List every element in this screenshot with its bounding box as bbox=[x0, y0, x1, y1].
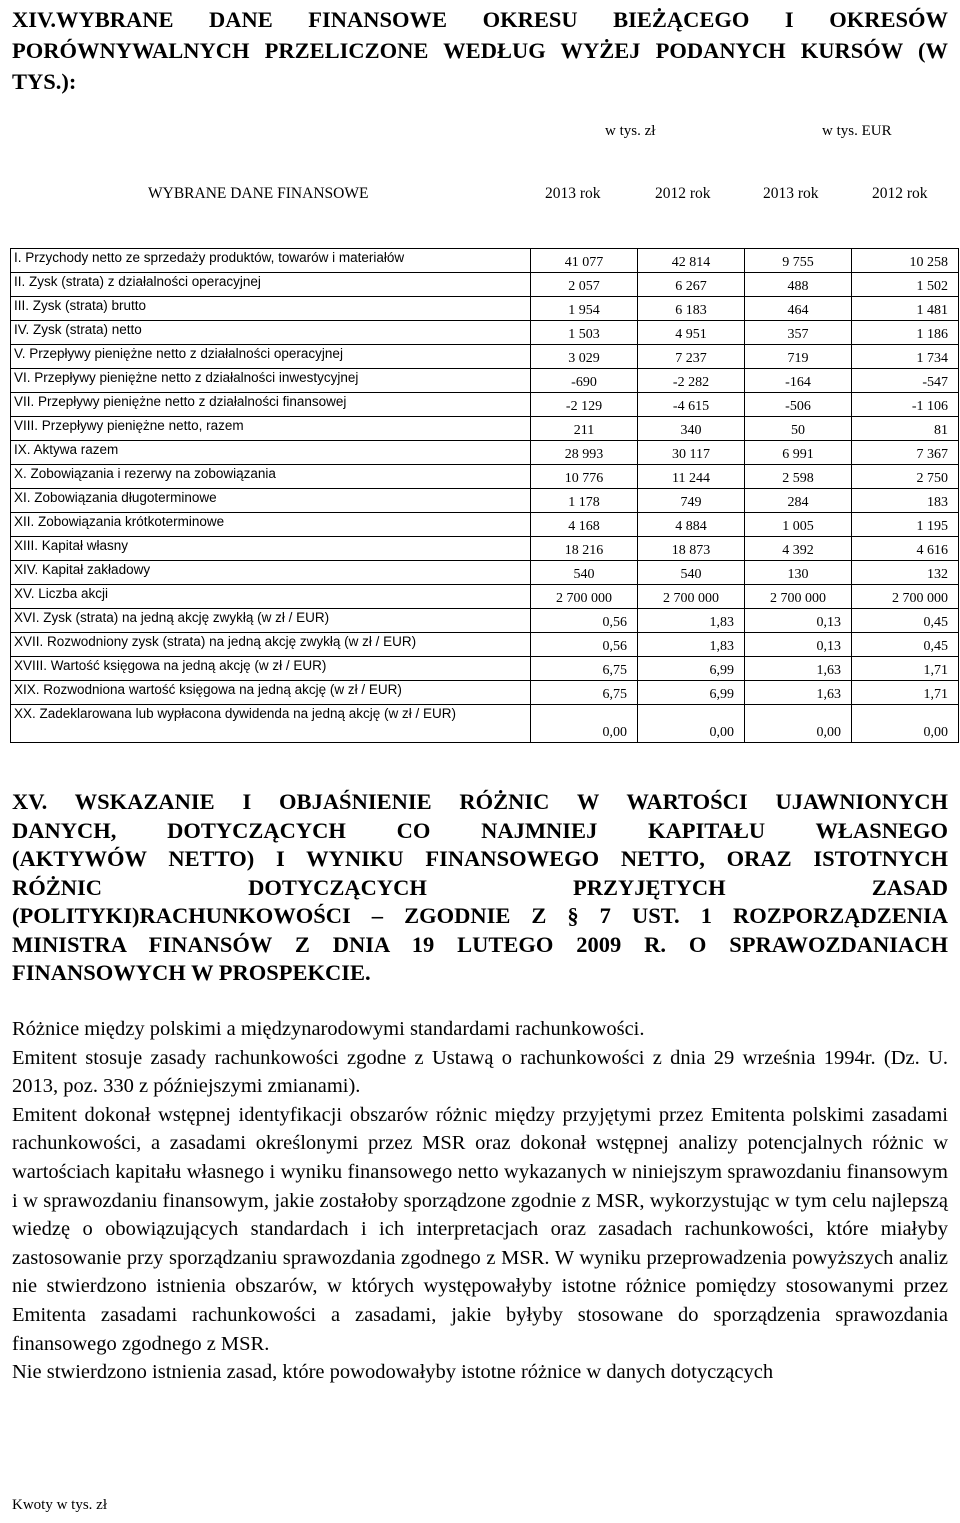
cell-value: 1 502 bbox=[852, 273, 959, 297]
cell-value: 4 392 bbox=[745, 537, 852, 561]
cell-value: 2 700 000 bbox=[852, 585, 959, 609]
cell-value: 2 598 bbox=[745, 465, 852, 489]
cell-value: 464 bbox=[745, 297, 852, 321]
table-row bbox=[11, 297, 959, 321]
cell-value: 1 195 bbox=[852, 513, 959, 537]
section-xv-heading bbox=[12, 788, 948, 988]
cell-value: 30 117 bbox=[638, 441, 745, 465]
cell-value: 3 029 bbox=[531, 345, 638, 369]
row-label: IX. Aktywa razem bbox=[11, 441, 531, 465]
footer-note: Kwoty w tys. zł bbox=[12, 1497, 107, 1513]
cell-value: 0,00 bbox=[745, 705, 852, 743]
cell-value: 7 367 bbox=[852, 441, 959, 465]
row-label: XIII. Kapitał własny bbox=[11, 537, 531, 561]
heading-line: MINISTRA FINANSÓW Z DNIA 19 LUTEGO 2009 R. O SPRAWOZDANIACH bbox=[12, 931, 948, 957]
heading-line: XV. WSKAZANIE I OBJAŚNIENIE RÓŻNIC W WARTOŚCI UJAWNIONYCH bbox=[12, 789, 948, 814]
table-row bbox=[11, 249, 959, 273]
row-label: III. Zysk (strata) brutto bbox=[11, 297, 531, 321]
cell-value: 0,56 bbox=[531, 609, 638, 633]
table-row bbox=[11, 369, 959, 393]
table-row bbox=[11, 393, 959, 417]
cell-value: 0,56 bbox=[531, 633, 638, 657]
cell-value: 1 005 bbox=[745, 513, 852, 537]
year-header: 2012 rok bbox=[655, 185, 711, 202]
row-label: XVII. Rozwodniony zysk (strata) na jedną akcję zwykłą (w zł / EUR) bbox=[11, 633, 531, 657]
table-row bbox=[11, 561, 959, 585]
paragraph: Nie stwierdzono istnienia zasad, które powodowałyby istotne różnice w danych dotyczących bbox=[12, 1361, 774, 1384]
cell-value: 18 873 bbox=[638, 537, 745, 561]
cell-value: 10 258 bbox=[852, 249, 959, 273]
cell-value: 749 bbox=[638, 489, 745, 513]
cell-value: 11 244 bbox=[638, 465, 745, 489]
cell-value: -164 bbox=[745, 369, 852, 393]
cell-value: 0,13 bbox=[745, 633, 852, 657]
cell-value: 211 bbox=[531, 417, 638, 441]
table-row bbox=[11, 321, 959, 345]
table-row bbox=[11, 585, 959, 609]
cell-value: -4 615 bbox=[638, 393, 745, 417]
row-label: XIX. Rozwodniona wartość księgowa na jedną akcję (w zł / EUR) bbox=[11, 681, 531, 705]
cell-value: -2 282 bbox=[638, 369, 745, 393]
table-row bbox=[11, 513, 959, 537]
unit-label-eur: w tys. EUR bbox=[822, 123, 892, 139]
heading-line: DANYCH, DOTYCZĄCYCH CO NAJMNIEJ KAPITAŁU WŁASNEGO bbox=[12, 817, 948, 843]
cell-value: 719 bbox=[745, 345, 852, 369]
cell-value: 1,71 bbox=[852, 681, 959, 705]
table-row bbox=[11, 609, 959, 633]
cell-value: 6 991 bbox=[745, 441, 852, 465]
row-label: XIV. Kapitał zakładowy bbox=[11, 561, 531, 585]
row-label: X. Zobowiązania i rezerwy na zobowiązania bbox=[11, 465, 531, 489]
cell-value: 1,83 bbox=[638, 609, 745, 633]
cell-value: 540 bbox=[638, 561, 745, 585]
cell-value: 7 237 bbox=[638, 345, 745, 369]
row-label: I. Przychody netto ze sprzedaży produktów, towarów i materiałów bbox=[11, 249, 531, 273]
heading-line: (POLITYKI)RACHUNKOWOŚCI – ZGODNIE Z § 7 UST. 1 ROZPORZĄDZENIA bbox=[12, 903, 948, 928]
cell-value: 1 954 bbox=[531, 297, 638, 321]
cell-value: 1,71 bbox=[852, 657, 959, 681]
cell-value: -690 bbox=[531, 369, 638, 393]
row-label: XVIII. Wartość księgowa na jedną akcję (w zł / EUR) bbox=[11, 657, 531, 681]
table-row bbox=[11, 441, 959, 465]
cell-value: 42 814 bbox=[638, 249, 745, 273]
cell-value: 81 bbox=[852, 417, 959, 441]
cell-value: 357 bbox=[745, 321, 852, 345]
cell-value: 6,75 bbox=[531, 657, 638, 681]
cell-value: -547 bbox=[852, 369, 959, 393]
cell-value: 6,75 bbox=[531, 681, 638, 705]
cell-value: 4 951 bbox=[638, 321, 745, 345]
cell-value: 6,99 bbox=[638, 681, 745, 705]
row-label: XI. Zobowiązania długoterminowe bbox=[11, 489, 531, 513]
row-label: XVI. Zysk (strata) na jedną akcję zwykłą (w zł / EUR) bbox=[11, 609, 531, 633]
cell-value: 6,99 bbox=[638, 657, 745, 681]
row-label: IV. Zysk (strata) netto bbox=[11, 321, 531, 345]
paragraph: Emitent stosuje zasady rachunkowości zgodne z Ustawą o rachunkowości z dnia 29 września 1994r. (Dz. U. 2013, poz. 330 z późniejszymi zmianami). bbox=[12, 1046, 948, 1098]
cell-value: 0,00 bbox=[852, 705, 959, 743]
paragraph: Emitent dokonał wstępnej identyfikacji obszarów różnic między przyjętymi przez Emitenta polskimi zasadami rachunkowości, a zasadami określonymi przez MSR oraz dokonał wstępnej analizy potencjalnych różnic w wartościach kapitału własnego i wyniku finansowego netto wykazanych w niniejszym sprawozdaniu finansowym i w sprawozdaniu finansowym, jakie zostałoby sporządzone zgodnie z MSR, wykorzystując w tym celu najlepszą wiedzę o obowiązujących standardach i ich interpretacjach oraz zasadach rachunkowości, które miałyby zastosowanie przy sporządzaniu sprawozdania zgodnego z MSR. W wyniku przeprowadzenia powyższych analiz nie stwierdzono istnienia obszarów, w których występowałyby istotne różnice pomiędzy stosowanymi przez Emitenta zasadami rachunkowości a zasadami, jakie byłyby stosowane do sporządzenia sprawozdania finansowego zgodnego z MSR. bbox=[12, 1103, 948, 1355]
cell-value: 1,63 bbox=[745, 657, 852, 681]
cell-value: 183 bbox=[852, 489, 959, 513]
financial-data-table bbox=[10, 248, 959, 743]
cell-value: 1 186 bbox=[852, 321, 959, 345]
cell-value: 2 750 bbox=[852, 465, 959, 489]
row-label: VII. Przepływy pieniężne netto z działalności finansowej bbox=[11, 393, 531, 417]
cell-value: 2 057 bbox=[531, 273, 638, 297]
cell-value: 340 bbox=[638, 417, 745, 441]
cell-value: 0,45 bbox=[852, 609, 959, 633]
row-label: VI. Przepływy pieniężne netto z działalności inwestycyjnej bbox=[11, 369, 531, 393]
year-header: 2013 rok bbox=[545, 185, 601, 202]
table-row bbox=[11, 537, 959, 561]
table-row bbox=[11, 705, 959, 743]
heading-line: (AKTYWÓW NETTO) I WYNIKU FINANSOWEGO NETTO, ORAZ ISTOTNYCH bbox=[12, 846, 948, 871]
section-xiv-heading: XIV.WYBRANE DANE FINANSOWE OKRESU BIEŻĄCEGO I OKRESÓW PORÓWNYWALNYCH PRZELICZONE WEDŁUG WYŻEJ PODANYCH KURSÓW (W TYS.): bbox=[12, 7, 948, 94]
row-label: XV. Liczba akcji bbox=[11, 585, 531, 609]
table-row bbox=[11, 633, 959, 657]
cell-value: 2 700 000 bbox=[638, 585, 745, 609]
cell-value: 132 bbox=[852, 561, 959, 585]
cell-value: 0,45 bbox=[852, 633, 959, 657]
table-row bbox=[11, 417, 959, 441]
cell-value: 6 183 bbox=[638, 297, 745, 321]
cell-value: 2 700 000 bbox=[531, 585, 638, 609]
table-row bbox=[11, 273, 959, 297]
heading-line: RÓŻNIC DOTYCZĄCYCH PRZYJĘTYCH ZASAD bbox=[12, 874, 948, 900]
heading-line: FINANSOWYCH W PROSPEKCIE. bbox=[12, 960, 371, 985]
table-row bbox=[11, 345, 959, 369]
year-header: 2013 rok bbox=[763, 185, 819, 202]
cell-value: 18 216 bbox=[531, 537, 638, 561]
paragraph: Różnice między polskimi a międzynarodowymi standardami rachunkowości. bbox=[12, 1018, 645, 1040]
cell-value: 6 267 bbox=[638, 273, 745, 297]
cell-value: 1 734 bbox=[852, 345, 959, 369]
cell-value: 540 bbox=[531, 561, 638, 585]
table-title: WYBRANE DANE FINANSOWE bbox=[148, 185, 369, 202]
cell-value: -1 106 bbox=[852, 393, 959, 417]
cell-value: 50 bbox=[745, 417, 852, 441]
cell-value: 9 755 bbox=[745, 249, 852, 273]
row-label: VIII. Przepływy pieniężne netto, razem bbox=[11, 417, 531, 441]
cell-value: 130 bbox=[745, 561, 852, 585]
cell-value: -506 bbox=[745, 393, 852, 417]
cell-value: 0,13 bbox=[745, 609, 852, 633]
cell-value: 0,00 bbox=[531, 705, 638, 743]
cell-value: 28 993 bbox=[531, 441, 638, 465]
cell-value: 2 700 000 bbox=[745, 585, 852, 609]
year-header: 2012 rok bbox=[872, 185, 928, 202]
cell-value: 10 776 bbox=[531, 465, 638, 489]
cell-value: 1 178 bbox=[531, 489, 638, 513]
cell-value: 4 616 bbox=[852, 537, 959, 561]
row-label: XX. Zadeklarowana lub wypłacona dywidenda na jedną akcję (w zł / EUR) bbox=[11, 705, 531, 743]
cell-value: 488 bbox=[745, 273, 852, 297]
cell-value: 4 884 bbox=[638, 513, 745, 537]
cell-value: 1,63 bbox=[745, 681, 852, 705]
unit-label-pln: w tys. zł bbox=[605, 123, 656, 139]
row-label: II. Zysk (strata) z działalności operacyjnej bbox=[11, 273, 531, 297]
cell-value: 1 503 bbox=[531, 321, 638, 345]
section-xv-body bbox=[12, 1015, 948, 1387]
cell-value: 0,00 bbox=[638, 705, 745, 743]
cell-value: 284 bbox=[745, 489, 852, 513]
cell-value: -2 129 bbox=[531, 393, 638, 417]
cell-value: 4 168 bbox=[531, 513, 638, 537]
row-label: XII. Zobowiązania krótkoterminowe bbox=[11, 513, 531, 537]
table-row bbox=[11, 465, 959, 489]
table-row bbox=[11, 489, 959, 513]
cell-value: 41 077 bbox=[531, 249, 638, 273]
table-row bbox=[11, 657, 959, 681]
cell-value: 1 481 bbox=[852, 297, 959, 321]
cell-value: 1,83 bbox=[638, 633, 745, 657]
row-label: V. Przepływy pieniężne netto z działalności operacyjnej bbox=[11, 345, 531, 369]
table-row bbox=[11, 681, 959, 705]
